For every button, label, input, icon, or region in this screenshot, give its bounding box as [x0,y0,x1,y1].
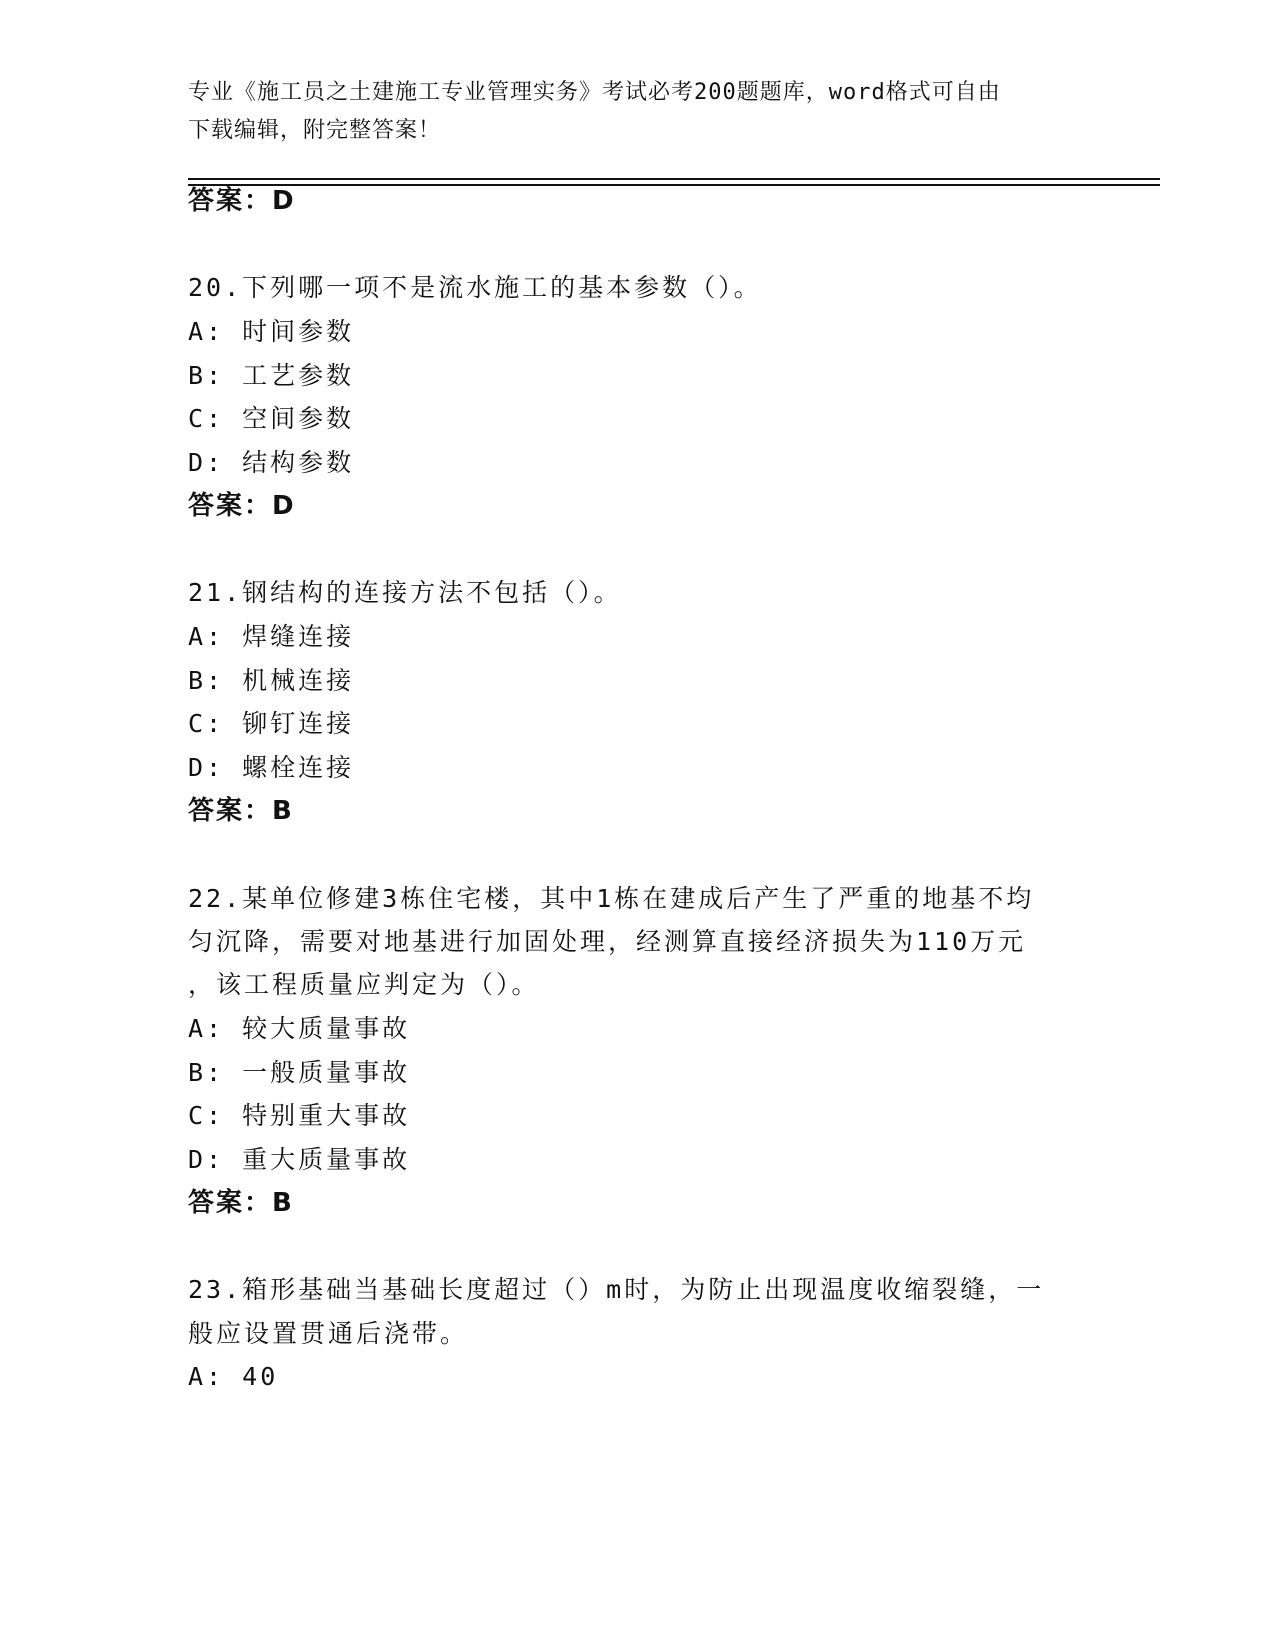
question-21-option-a: A: 焊缝连接 [188,622,355,651]
question-21-option-b: B: 机械连接 [188,666,355,695]
question-22-option-c: C: 特别重大事故 [188,1101,411,1130]
question-22-answer: 答案：B [188,1188,294,1218]
header-divider-bottom [188,184,1160,186]
question-20-option-a: A: 时间参数 [188,317,355,346]
question-20-option-d: D: 结构参数 [188,448,355,477]
header-title-line-2: 下载编辑，附完整答案！ [188,118,442,143]
question-21-option-d: D: 螺栓连接 [188,753,355,782]
question-22-stem-line-1: 22.某单位修建3栋住宅楼，其中1栋在建成后产生了严重的地基不均 [188,884,1035,913]
question-23-option-a: A: 40 [188,1362,279,1391]
header-divider-top [188,178,1160,180]
question-22-option-a: A: 较大质量事故 [188,1014,411,1043]
question-20-option-b: B: 工艺参数 [188,361,355,390]
question-21-option-c: C: 铆钉连接 [188,709,355,738]
question-22-stem-line-2: 匀沉降，需要对地基进行加固处理，经测算直接经济损失为110万元 [188,927,1027,956]
answer-line: 答案：D [188,186,296,216]
question-22-option-b: B: 一般质量事故 [188,1058,411,1087]
question-21-stem: 21.钢结构的连接方法不包括（）。 [188,578,622,607]
question-22-option-d: D: 重大质量事故 [188,1145,411,1174]
document-header [188,74,1068,150]
question-20-stem: 20.下列哪一项不是流水施工的基本参数（）。 [188,273,762,302]
header-title-line-1: 专业《施工员之土建施工专业管理实务》考试必考200题题库，word格式可自由 [188,80,1001,105]
question-23-stem-line-2: 般应设置贯通后浇带。 [188,1319,469,1348]
question-21-answer: 答案：B [188,796,294,826]
question-23-stem-line-1: 23.箱形基础当基础长度超过（）m时，为防止出现温度收缩裂缝，一 [188,1275,1045,1304]
question-20-answer: 答案：D [188,491,296,521]
question-20-option-c: C: 空间参数 [188,404,355,433]
question-22-stem-line-3: ，该工程质量应判定为（）。 [188,970,540,999]
